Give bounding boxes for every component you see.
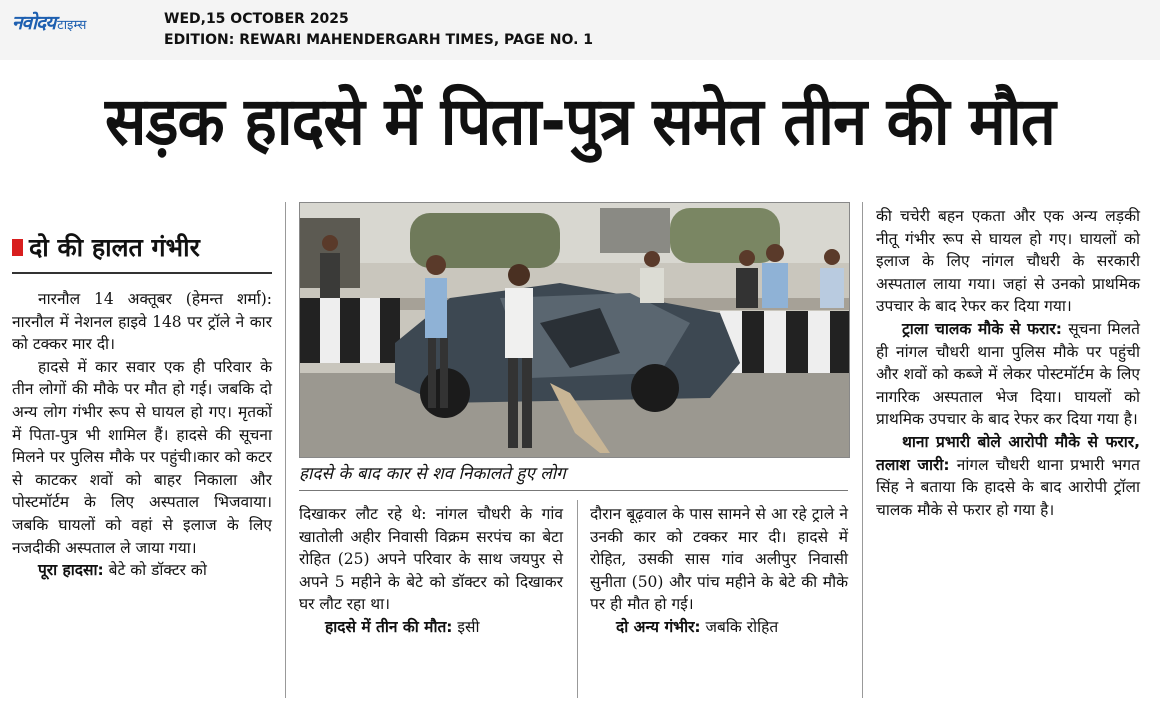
paragraph <box>12 559 272 582</box>
column-divider <box>285 202 286 698</box>
article-column-2 <box>299 503 563 639</box>
paragraph <box>876 431 1140 521</box>
edition-meta <box>164 9 593 51</box>
paragraph: नारनौल 14 अक्तूबर (हेमन्त शर्मा): नारनौल में नेशनल हाइवे 148 पर ट्रॉले ने कार को टक्कर मार दी। <box>12 290 272 354</box>
newspaper-logo[interactable] <box>12 9 87 34</box>
edition-date: WED,15 OCTOBER 2025 <box>164 11 349 27</box>
section-lead: हादसे में तीन की मौत: <box>325 617 453 636</box>
subheading-text: दो की हालत गंभीर <box>29 233 200 262</box>
accident-scene-image <box>300 203 849 457</box>
photo-caption: हादसे के बाद कार से शव निकालते हुए लोग <box>299 464 566 484</box>
article-headline: सड़क हादसे में पिता-पुत्र समेत तीन की मौत <box>105 83 1055 160</box>
logo-main-text: नवोदय <box>12 12 56 34</box>
article-column-4 <box>876 205 1140 521</box>
caption-divider <box>299 490 848 491</box>
column-divider <box>577 500 578 698</box>
paragraph <box>299 616 563 639</box>
section-lead: दो अन्य गंभीर: <box>616 617 701 636</box>
paragraph-text: बेटे को डॉक्टर को <box>103 561 207 580</box>
paragraph: दिखाकर लौट रहे थे: नांगल चौधरी के गांव खातोली अहीर निवासी विक्रम सरपंच का बेटा रोहित (25) अपने परिवार के साथ जयपुर से अपने 5 महीने के बेटे को डॉक्टर को दिखाकर घर लौट रहा था। <box>299 505 563 614</box>
paragraph-text: सूचना मिलते ही नांगल चौधरी थाना पुलिस मौके पर पहुंची और शवों को कब्जे में लेकर पोस्टमॉर्टम के लिए नागरिक अस्पताल भेज दिया। घायलों को प्राथमिक उपचार के बाद रेफर कर दिया गया है। <box>876 319 1140 429</box>
paragraph-text: नांगल चौधरी थाना प्रभारी भगत सिंह ने बताया कि हादसे के बाद आरोपी ट्रॉला चालक मौके से फरार हो गया है। <box>876 455 1140 519</box>
article-column-1 <box>12 288 272 582</box>
article-column-3 <box>590 503 848 639</box>
paragraph <box>876 318 1140 431</box>
edition-info: EDITION: REWARI MAHENDERGARH TIMES, PAGE NO. 1 <box>164 32 594 48</box>
paragraph <box>590 616 848 639</box>
paragraph: हादसे में कार सवार एक ही परिवार के तीन लोगों की मौके पर मौत हो गई। जबकि दो अन्य लोग गंभीर रूप से घायल हो गए। मृतकों में पिता-पुत्र भी शामिल हैं। हादसे की सूचना मिलने पर पुलिस मौके पर पहुंची।कार को कटर से काटकर शवों को बाहर निकाला और पोस्टमॉर्टम के लिए अस्पताल भिजवाया। जबकि घायलों को वहां से इलाज के लिए नजदीकी अस्पताल ले जाया गया। <box>12 357 272 557</box>
red-square-bullet-icon <box>12 239 23 256</box>
section-lead: पूरा हादसा: <box>38 561 104 580</box>
paragraph: दौरान बूढ़वाल के पास सामने से आ रहे ट्राले ने उनकी कार को टक्कर मार दी। हादसे में रोहित, उसकी सास गांव अलीपुर निवासी सुनीता (50) और पांच महीने के बेटे की मौके पर ही मौत हो गई। <box>590 505 848 614</box>
paragraph-text: जबकि रोहित <box>700 617 779 636</box>
paragraph-text: इसी <box>452 617 480 636</box>
section-lead: थाना प्रभारी बोले आरोपी मौके से फरार, तलाश जारी: <box>876 432 1140 474</box>
masthead-bar <box>0 0 1160 60</box>
subheading-divider <box>12 272 272 274</box>
paragraph: की चचेरी बहन एकता और एक अन्य लड़की नीतू गंभीर रूप से घायल हो गए। घायलों को इलाज के लिए नांगल चौधरी के सरकारी अस्पताल लाया गया। जहां से उनको प्राथमिक उपचार के बाद रेफर कर दिया गया। <box>876 207 1140 316</box>
section-lead: ट्राला चालक मौके से फरार: <box>902 319 1062 338</box>
column-divider <box>862 202 863 698</box>
accident-photo <box>299 202 850 458</box>
subheading <box>12 230 274 264</box>
logo-sub-text: टाइम्स <box>57 18 87 33</box>
